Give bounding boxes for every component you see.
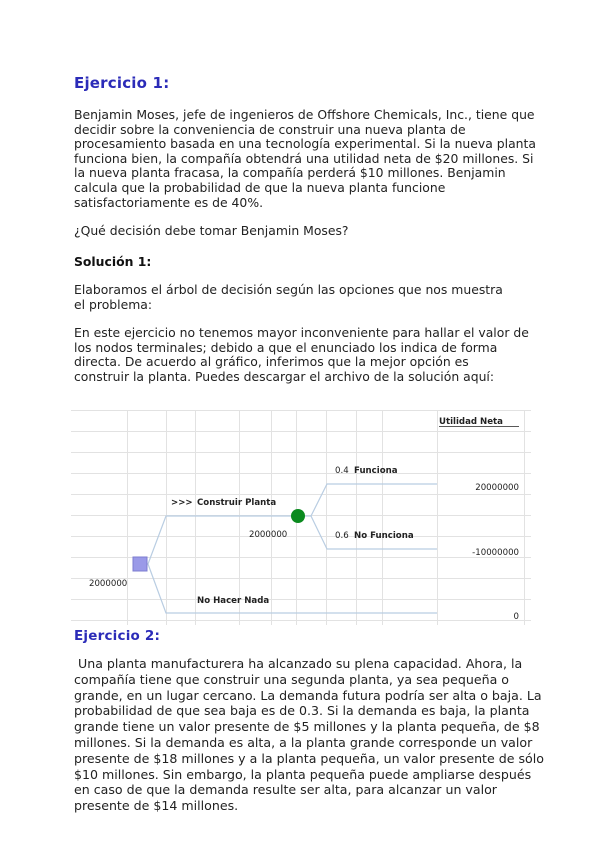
paragraph-line: construir la planta. Puedes descargar el archivo de la solución aquí: (74, 368, 495, 384)
root-node-value: 2000000 (89, 579, 128, 589)
solucion-1-intro (74, 283, 503, 312)
paragraph-line: millones. Si la demanda es alta, a la planta grande corresponde un valor (74, 734, 533, 750)
solucion-1-title: Solución 1: (74, 254, 152, 269)
paragraph-line: satisfactoriamente es de 40%. (74, 194, 264, 210)
paragraph-line: directa. De acuerdo al gráfico, inferimos que la mejor opción es (74, 354, 469, 370)
paragraph-line: probabilidad de que sea baja es de 0.3. Si la demanda es baja, la planta (74, 703, 530, 719)
payoff-funciona: 20000000 (475, 483, 519, 493)
paragraph-line: presente de $14 millones. (74, 798, 239, 814)
solucion-1-analysis (74, 326, 529, 384)
ejercicio-1-title: Ejercicio 1: (74, 74, 170, 92)
prob-funciona: 0.4 (335, 466, 349, 476)
paragraph-line: funciona bien, la compañía obtendrá una utilidad neta de $20 millones. Si (74, 150, 534, 166)
paragraph-line: el problema: (74, 296, 153, 312)
paragraph-line: grande tiene un valor presente de $5 millones y la planta pequeña, de $8 (74, 719, 540, 735)
paragraph-line: $10 millones. Sin embargo, la planta pequeña puede ampliarse después (74, 766, 532, 782)
decision-node (133, 557, 147, 571)
payoff-no-hacer-nada: 0 (513, 612, 519, 622)
chance-node (291, 509, 305, 523)
header-utilidad-neta: Utilidad Neta (439, 417, 503, 427)
ejercicio-1-question: ¿Qué decisión debe tomar Benjamin Moses? (74, 223, 349, 238)
label-no-hacer-nada: No Hacer Nada (197, 596, 270, 606)
paragraph-line: presente de $18 millones y a la planta pequeña, un valor presente de sólo (74, 750, 544, 766)
ejercicio-2-statement (74, 656, 544, 814)
label-no-funciona: No Funciona (354, 531, 414, 541)
prob-no-funciona: 0.6 (335, 531, 349, 541)
ejercicio-1-statement (74, 108, 536, 210)
decision-tree-canvas (71, 410, 531, 625)
paragraph-line: En este ejercicio no tenemos mayor inconveniente para hallar el valor de (74, 325, 529, 340)
paragraph-line: Elaboramos el árbol de decisión según las opciones que nos muestra (74, 282, 503, 297)
paragraph-line: Una planta manufacturera ha alcanzado su plena capacidad. Ahora, la (74, 656, 523, 671)
paragraph-line: compañía tiene que construir una segunda planta, ya sea pequeña o (74, 671, 510, 687)
paragraph-line: decidir sobre la conveniencia de construir una nueva planta de (74, 121, 466, 137)
paragraph-line: la nueva planta fracasa, la compañía perderá $10 millones. Benjamin (74, 165, 506, 181)
best-choice-marker: >>> (171, 498, 193, 508)
paragraph-line: calcula que la probabilidad de que la nueva planta funcione (74, 179, 446, 195)
label-funciona: Funciona (354, 466, 398, 476)
label-construir-planta: Construir Planta (197, 498, 277, 508)
decision-tree (71, 410, 531, 625)
paragraph-line: procesamiento basada en una tecnología experimental. Si la nueva planta (74, 136, 536, 152)
paragraph-line: en caso de que la demanda resulte ser alta, para alcanzar un valor (74, 782, 497, 798)
ejercicio-2-title: Ejercicio 2: (74, 628, 161, 644)
paragraph-line: Benjamin Moses, jefe de ingenieros de Offshore Chemicals, Inc., tiene que (74, 107, 535, 122)
chance-node-value: 2000000 (249, 530, 288, 540)
paragraph-line: grande, en un lugar cercano. La demanda futura podría ser alta o baja. La (74, 687, 542, 703)
paragraph-line: los nodos terminales; debido a que el enunciado los indica de forma (74, 339, 498, 355)
payoff-no-funciona: -10000000 (472, 548, 519, 558)
